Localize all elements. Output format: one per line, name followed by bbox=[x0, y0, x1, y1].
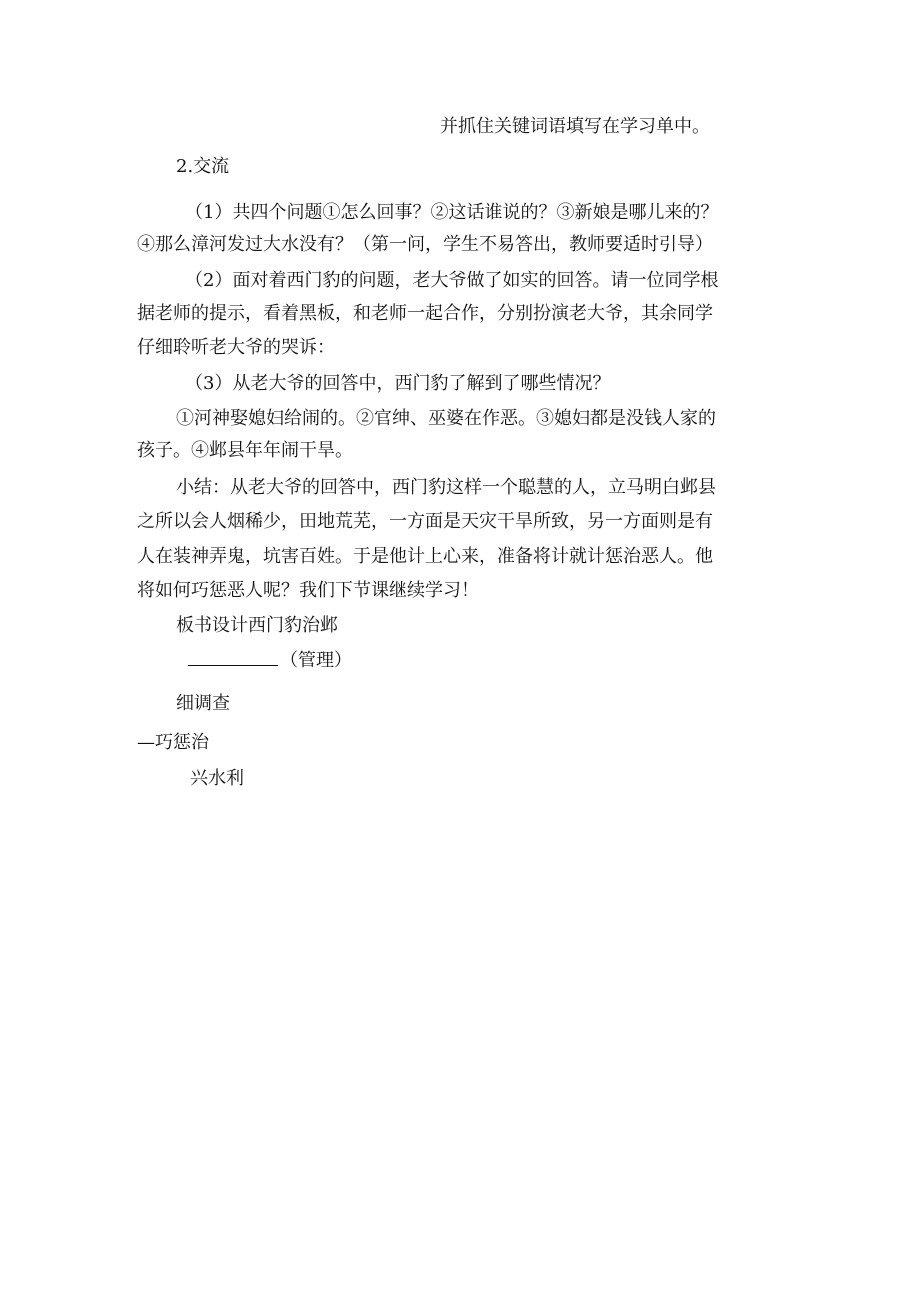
question-1-line-1: （1）共四个问题①怎么回事？②这话谁说的？③新娘是哪儿来的？ bbox=[185, 202, 719, 223]
board-design-title: 板书设计西门豹治邺 bbox=[176, 615, 338, 636]
answer-line-2: 孩子。④邺县年年闹干旱。 bbox=[137, 440, 353, 461]
summary-line-4: 将如何巧惩恶人呢？我们下节课继续学习！ bbox=[137, 580, 479, 601]
board-blank-label: （管理） bbox=[280, 650, 352, 671]
fill-in-blank bbox=[188, 647, 278, 666]
board-item-irrigation: 兴水利 bbox=[190, 768, 244, 789]
board-blank-row bbox=[188, 647, 352, 675]
summary-line-3: 人在装神弄鬼，坑害百姓。于是他计上心来，准备将计就计惩治恶人。他 bbox=[137, 546, 713, 567]
board-item-investigate: 细调查 bbox=[176, 693, 230, 714]
answer-line-1: ①河神娶媳妇给闹的。②官绅、巫婆在作恶。③媳妇都是没钱人家的 bbox=[176, 408, 716, 429]
question-1-line-2: ④那么漳河发过大水没有？（第一问，学生不易答出，教师要适时引导） bbox=[137, 234, 713, 255]
task-instruction: 并抓住关键词语填写在学习单中。 bbox=[440, 116, 710, 137]
question-2-line-1: （2）面对着西门豹的问题，老大爷做了如实的回答。请一位同学根 bbox=[185, 270, 719, 291]
summary-line-2: 之所以会人烟稀少，田地荒芜，一方面是天灾干旱所致，另一方面则是有 bbox=[137, 511, 713, 532]
question-2-line-3: 仔细聆听老大爷的哭诉： bbox=[137, 337, 335, 358]
question-3-line-1: （3）从老大爷的回答中，西门豹了解到了哪些情况？ bbox=[185, 373, 611, 394]
section-heading-exchange: 2.交流 bbox=[176, 156, 230, 177]
board-item-punish: —巧惩治 bbox=[137, 732, 209, 753]
summary-line-1: 小结：从老大爷的回答中，西门豹这样一个聪慧的人，立马明白邺县 bbox=[176, 477, 716, 498]
question-2-line-2: 据老师的提示，看着黑板，和老师一起合作，分别扮演老大爷，其余同学 bbox=[137, 303, 713, 324]
